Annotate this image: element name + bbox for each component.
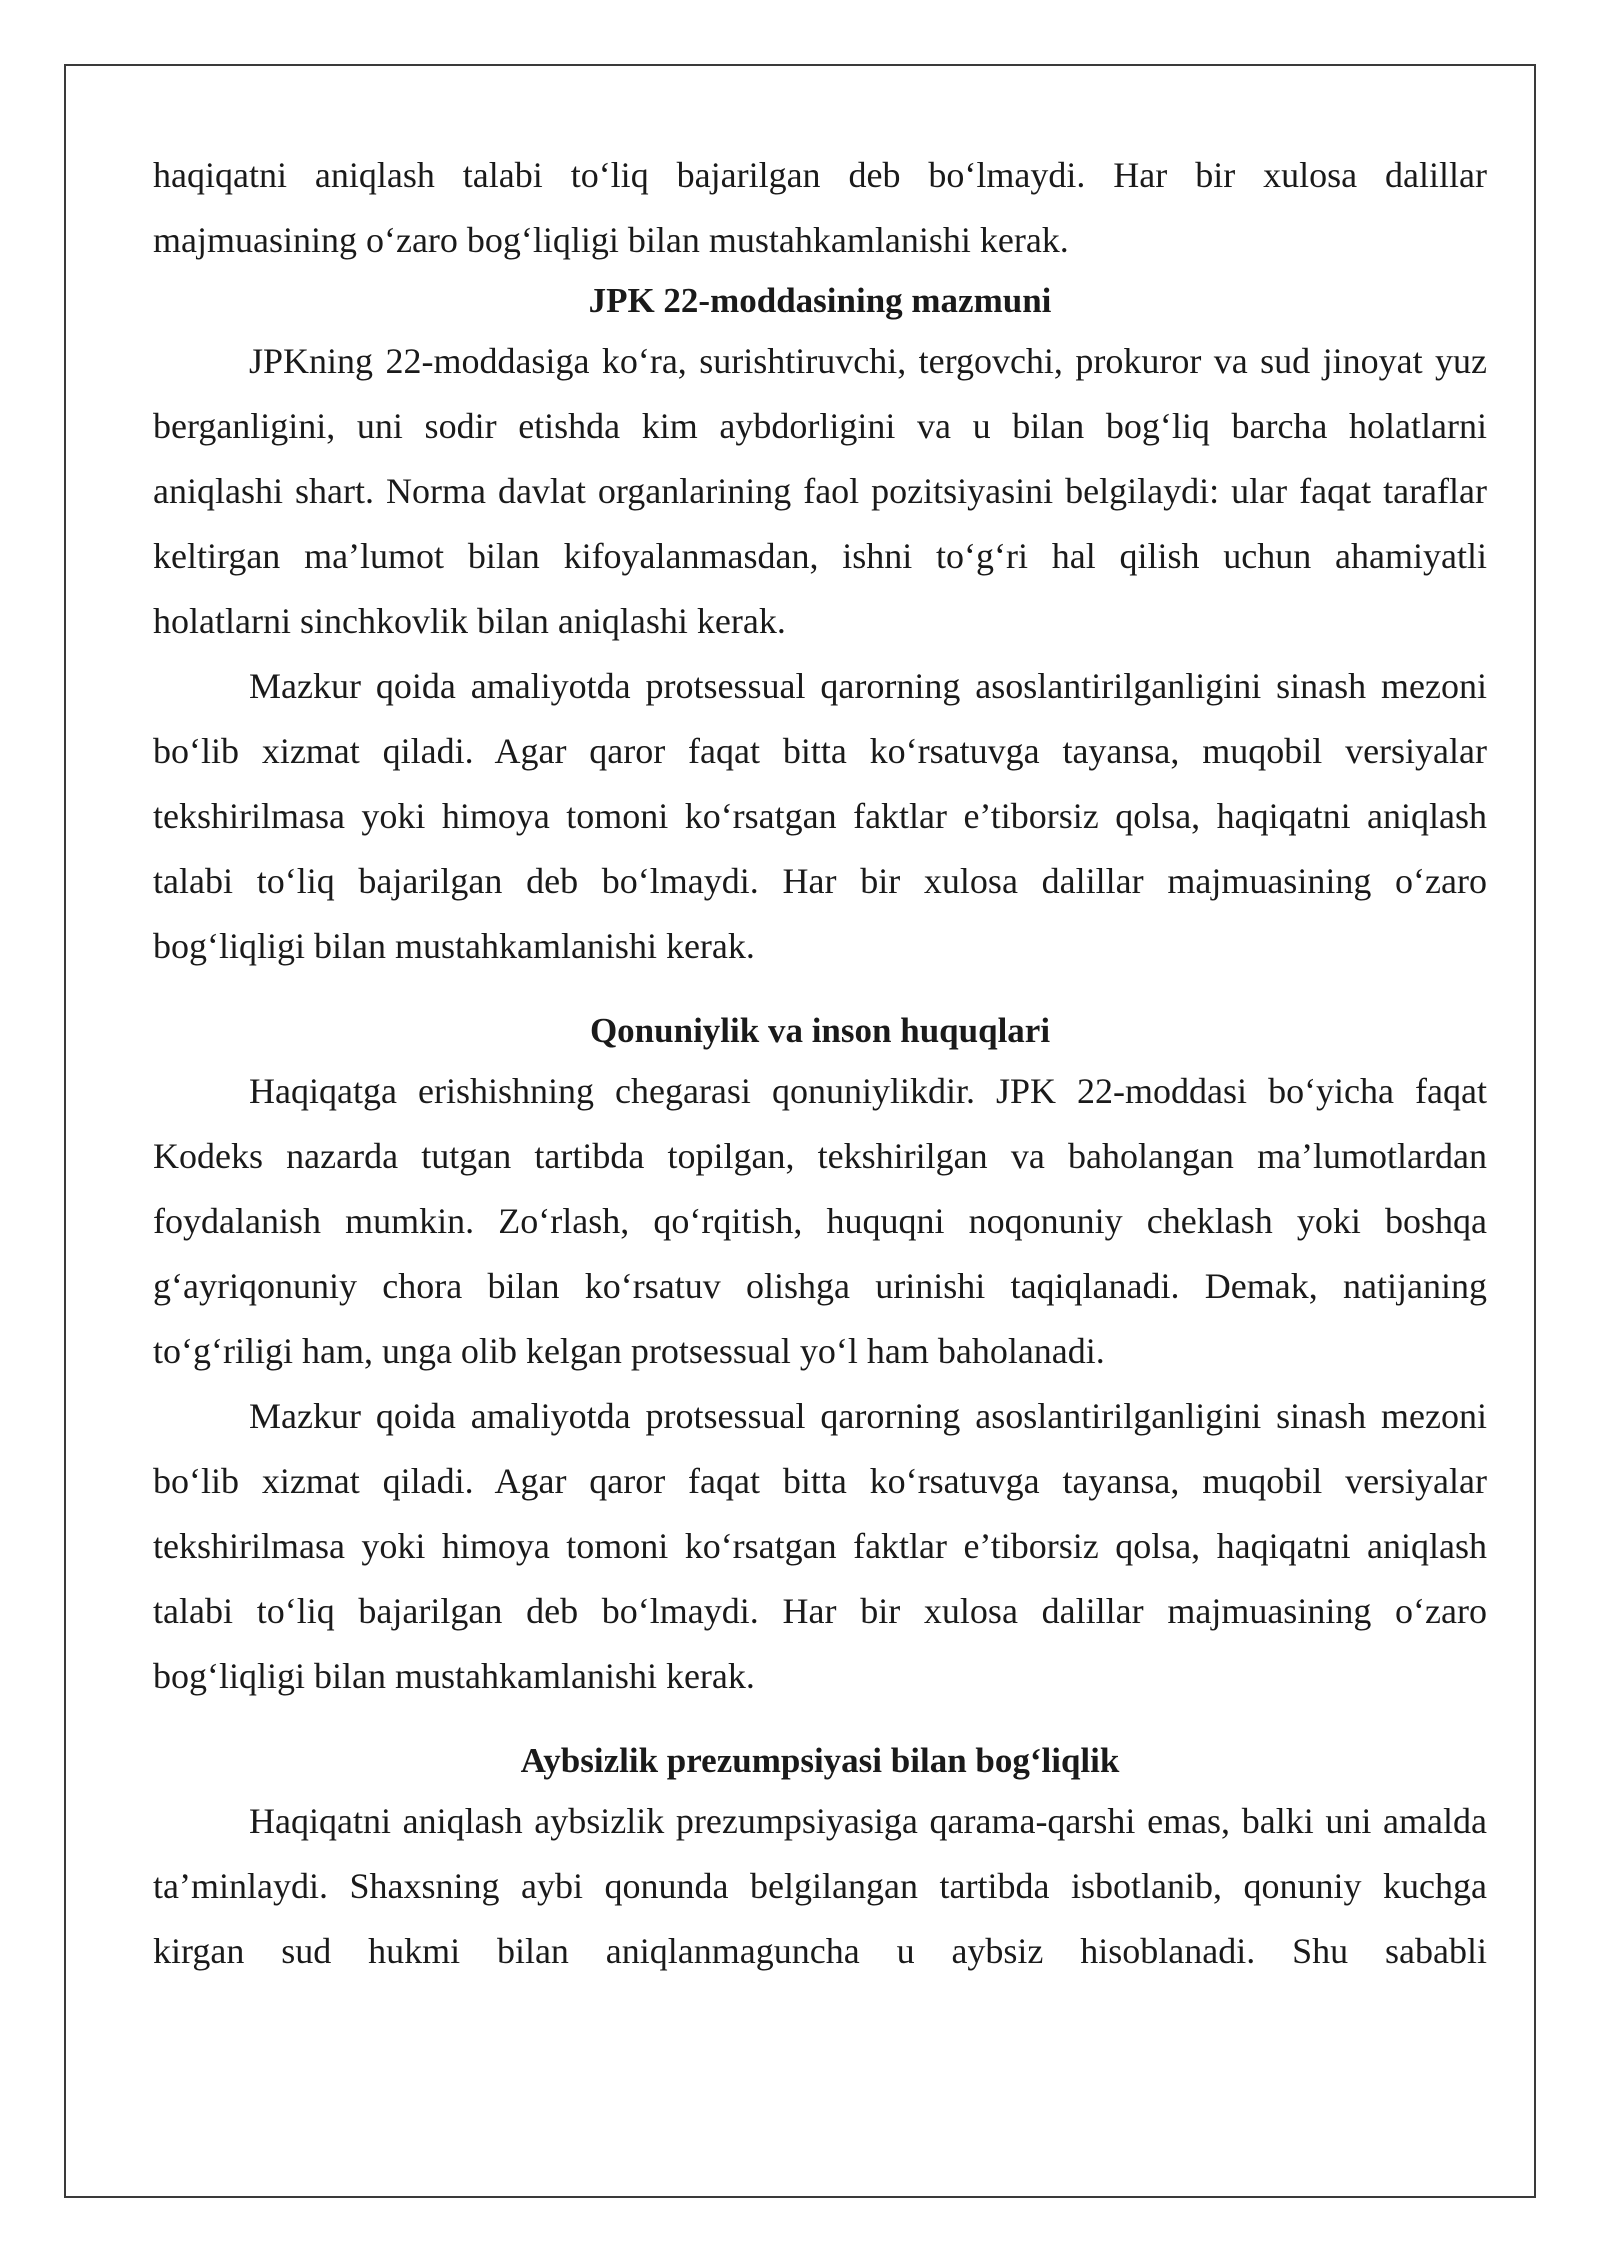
paragraph-jpk-22-content: JPKning 22-moddasiga ko‘ra, surishtiruvchi, tergovchi, prokuror va sud jinoyat yuz berganligini, uni sodir etishda kim aybdorligini va u bilan bog‘liq barcha holatlarni aniqlashi shart. Norma davlat organlarining faol pozitsiyasini belgilaydi: ular faqat taraflar keltirgan ma’lumot bilan kifoyalanmasdan, ishni to‘g‘ri hal qilish uchun ahamiyatli holatlarni sinchkovlik bilan aniqlashi kerak. xyxy=(153,341,1487,641)
section-spacer xyxy=(153,1709,1487,1733)
paragraph-decision-criterion-repeat: Mazkur qoida amaliyotda protsessual qarorning asoslantirilganligini sinash mezoni bo‘lib xizmat qiladi. Agar qaror faqat bitta ko‘rsatuvga tayansa, muqobil versiyalar tekshirilmasa yoki himoya tomoni ko‘rsatgan faktlar e’tiborsiz qolsa, haqiqatni aniqlash talabi to‘liq bajarilgan deb bo‘lmaydi. Har bir xulosa dalillar majmuasining o‘zaro bog‘liqligi bilan mustahkamlanishi kerak. xyxy=(153,1396,1487,1696)
document-body xyxy=(153,143,1487,1984)
section-spacer xyxy=(153,979,1487,1003)
section-heading-jpk-22: JPK 22-moddasining mazmuni xyxy=(588,281,1052,320)
paragraph-decision-criterion: Mazkur qoida amaliyotda protsessual qarorning asoslantirilganligini sinash mezoni bo‘lib xizmat qiladi. Agar qaror faqat bitta ko‘rsatuvga tayansa, muqobil versiyalar tekshirilmasa yoki himoya tomoni ko‘rsatgan faktlar e’tiborsiz qolsa, haqiqatni aniqlash talabi to‘liq bajarilgan deb bo‘lmaydi. Har bir xulosa dalillar majmuasining o‘zaro bog‘liqligi bilan mustahkamlanishi kerak. xyxy=(153,666,1487,966)
section-heading-legality: Qonuniylik va inson huquqlari xyxy=(589,1011,1051,1050)
section-heading-presumption: Aybsizlik prezumpsiyasi bilan bog‘liqlik xyxy=(520,1741,1120,1780)
paragraph-presumption-of-innocence: Haqiqatni aniqlash aybsizlik prezumpsiyasiga qarama-qarshi emas, balki uni amalda ta’minlaydi. Shaxsning aybi qonunda belgilangan tartibda isbotlanib, qonuniy kuchga kirgan sud hukmi bilan aniqlanmaguncha u aybsiz hisoblanadi. Shu sababli xyxy=(153,1801,1487,1971)
paragraph-continuation: haqiqatni aniqlash talabi to‘liq bajarilgan deb bo‘lmaydi. Har bir xulosa dalillar majmuasining o‘zaro bog‘liqligi bilan mustahkamlanishi kerak. xyxy=(153,155,1487,260)
paragraph-legality-limits: Haqiqatga erishishning chegarasi qonuniylikdir. JPK 22-moddasi bo‘yicha faqat Kodeks nazarda tutgan tartibda topilgan, tekshirilgan va baholangan ma’lumotlardan foydalanish mumkin. Zo‘rlash, qo‘rqitish, huquqni noqonuniy cheklash yoki boshqa g‘ayriqonuniy chora bilan ko‘rsatuv olishga urinishi taqiqlanadi. Demak, natijaning to‘g‘riligi ham, unga olib kelgan protsessual yo‘l ham baholanadi. xyxy=(153,1071,1487,1371)
